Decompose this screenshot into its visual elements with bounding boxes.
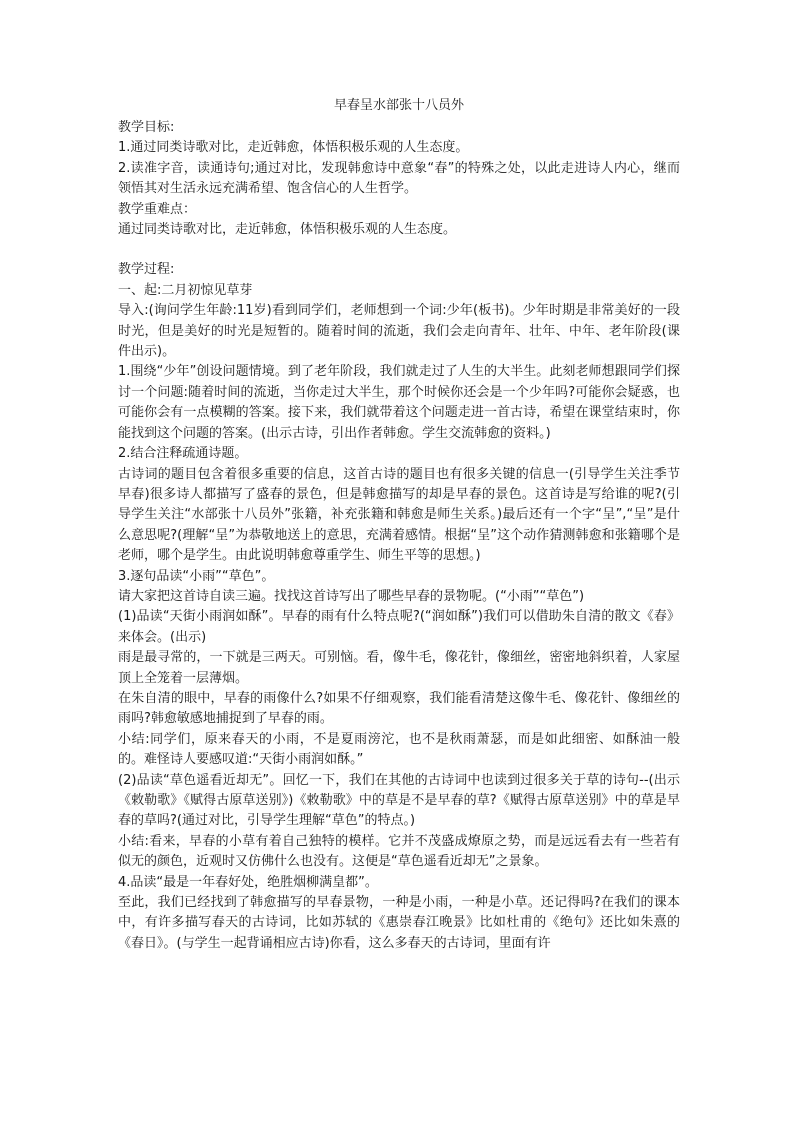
- paragraph-rain-reading: (1)品读“天街小雨润如酥”。早春的雨有什么特点呢?(“润如酥”)我们可以借助朱自清的散文《春》来体会。(出示): [118, 609, 680, 645]
- paragraph-step-3: 请大家把这首诗自读三遍。找找这首诗写出了哪些早春的景物呢。(“小雨”“草色”): [118, 588, 585, 604]
- paragraph-step-2-heading: 2.结合注释疏通诗题。: [118, 446, 248, 462]
- paragraph-key-points: 通过同类诗歌对比，走近韩愈，体悟积极乐观的人生态度。: [118, 222, 457, 238]
- paragraph-rain-quote: 雨是最寻常的，一下就是三两天。可别恼。看，像牛毛，像花针，像细丝，密密地斜织着，人家屋顶上全笼着一层薄烟。: [118, 650, 680, 686]
- paragraph-rain-summary: 小结:同学们，原来春天的小雨，不是夏雨滂沱，也不是秋雨萧瑟，而是如此细密、如酥油一般的。难怪诗人要感叹道:“天街小雨润如酥。”: [118, 731, 680, 768]
- paragraph-grass-reading: (2)品读“草色遥看近却无”。回忆一下，我们在其他的古诗词中也读到过很多关于草的诗句--(出示《敕勒歌》《赋得古原草送别》)《敕勒歌》中的草是不是早春的草?《赋得古原草送别》中的草是早春的草吗?(通过对比，引导学生理解“草色”的特点。): [118, 772, 680, 829]
- paragraph-objective-1: 1.通过同类诗歌对比，走近韩愈，体悟积极乐观的人生态度。: [118, 140, 469, 156]
- paragraph-objective-2: 2.读准字音，读通诗句;通过对比，发现韩愈诗中意象“春”的特殊之处，以此走进诗人内心，继而领悟其对生活永远充满希望、饱含信心的人生哲学。: [118, 160, 680, 197]
- paragraph-rain-discussion: 在朱自清的眼中，早春的雨像什么?如果不仔细观察，我们能看清楚这像牛毛、像花针、像细丝的雨吗?韩愈敏感地捕捉到了早春的雨。: [118, 690, 680, 727]
- document-title: 早春呈水部张十八员外: [333, 98, 464, 113]
- heading-key-points: 教学重难点：: [118, 201, 197, 217]
- paragraph-step-1: 1.围绕“少年”创设问题情境。到了老年阶段，我们就走过了人生的大半生。此刻老师想跟同学们探讨一个问题:随着时间的流逝，当你走过大半生，那个时候你还会是一个少年吗?可能你会疑惑，也可能你会有一点模糊的答案。接下来，我们就带着这个问题走进一首古诗，希望在课堂结束时，你能找到这个问题的答案。(出示古诗，引出作者韩愈。学生交流韩愈的资料。): [118, 364, 680, 441]
- blank-line: [118, 240, 680, 260]
- heading-objectives: 教学目标:: [118, 120, 175, 135]
- paragraph-step-2: 古诗词的题目包含着很多重要的信息，这首古诗的题目也有很多关键的信息一(引导学生关注季节早春)很多诗人都描写了盛春的景色，但是韩愈描写的却是早春的景色。这首诗是写给谁的呢?(引导学生关注“水部张十八员外”张籍，补充张籍和韩愈是师生关系。)最后还有一个字“呈”,“呈”是什么意思呢?(理解“呈”为恭敬地送上的意思，充满着感情。根据“呈”这个动作猜测韩愈和张籍哪个是老师，哪个是学生。由此说明韩愈尊重学生、师生平等的思想。): [118, 466, 680, 564]
- heading-process: 教学过程:: [118, 262, 175, 278]
- paragraph-intro: 导入:(询问学生年龄:11岁)看到同学们，老师想到一个词:少年(板书)。少年时期是非常美好的一段时光，但是美好的时光是短暂的。随着时间的流逝，我们会走向青年、壮年、中年、老年阶段(课件出示)。: [118, 303, 680, 360]
- paragraph-step-4: 至此，我们已经找到了韩愈描写的早春景物，一种是小雨，一种是小草。还记得吗?在我们的课本中，有许多描写春天的古诗词，比如苏轼的《惠崇春江晚景》比如杜甫的《绝句》还比如朱熹的《春日》。(与学生一起背诵相应古诗)你看，这么多春天的古诗词，里面有许: [118, 895, 680, 951]
- paragraph-grass-summary: 小结:看来，早春的小草有着自己独特的模样。它并不茂盛成燎原之势，而是远远看去有一些若有似无的颜色，近观时又仿佛什么也没有。这便是“草色遥看近却无”之景象。: [118, 833, 680, 870]
- heading-section-1: 一、起:二月初惊见草芽: [118, 282, 253, 298]
- paragraph-step-4-heading: 4.品读“最是一年春好处，绝胜烟柳满皇都”。: [118, 874, 378, 890]
- paragraph-step-3-heading: 3.逐句品读“小雨”“草色”。: [118, 568, 275, 584]
